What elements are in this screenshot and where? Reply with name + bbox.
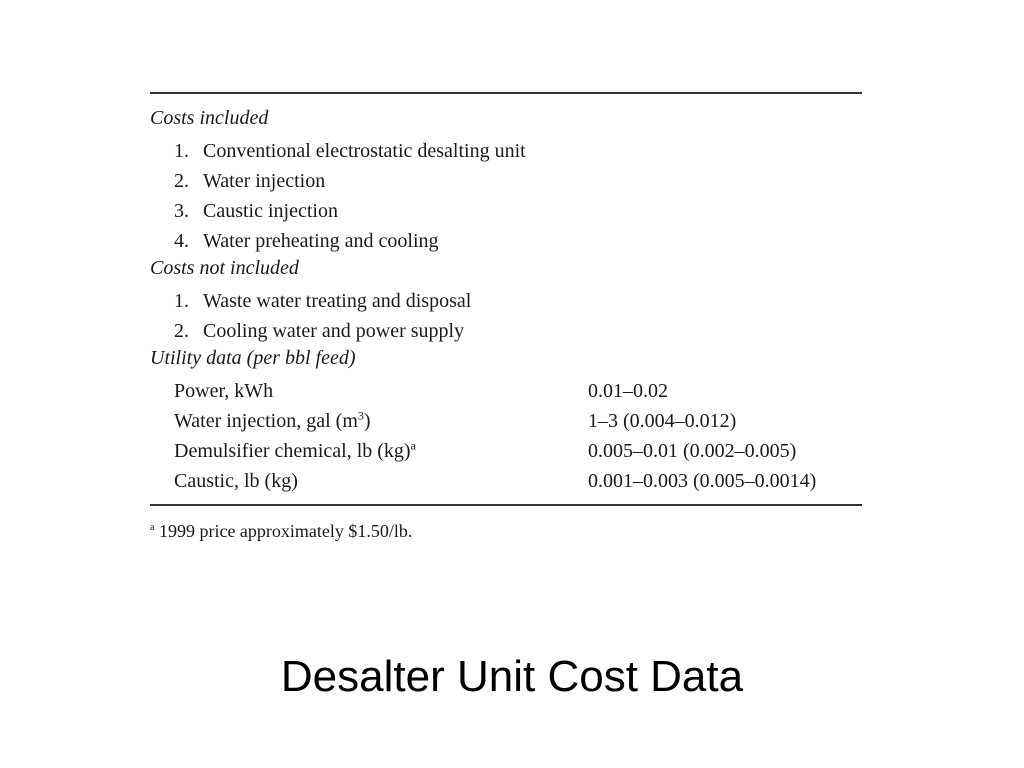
list-item-number: 3.: [174, 200, 189, 222]
list-item-text: Conventional electrostatic desalting unit: [203, 140, 526, 162]
list-item-number: 2.: [174, 170, 189, 192]
utility-label: Water injection, gal $(m^3)$: [174, 408, 371, 432]
list-item-number: 4.: [174, 230, 189, 252]
list-item: [150, 136, 603, 166]
list-item-number: 2.: [174, 320, 189, 342]
table-row: [150, 406, 862, 436]
list-item: [150, 226, 603, 256]
utility-label: Caustic, lb (kg): [174, 470, 298, 492]
utility-value: 0.001–0.003 (0.005–0.0014): [588, 470, 817, 492]
list-item: [150, 166, 603, 196]
list-item-text: Water injection: [203, 170, 326, 192]
section-heading-costs-included: Costs included: [150, 107, 269, 129]
footnote-text: 1999 price approximately $1.50/lb.: [154, 521, 413, 541]
table-footnote: [150, 516, 862, 546]
list-item: [150, 196, 603, 226]
table-row: [150, 376, 862, 406]
utility-value: 1–3 (0.004–0.012): [588, 410, 737, 432]
table-row: [150, 466, 862, 496]
slide-title: Desalter Unit Cost Data: [280, 652, 744, 701]
section-heading-costs-not-included: Costs not included: [150, 257, 299, 279]
list-item: [150, 286, 603, 316]
utility-value: 0.01–0.02: [588, 380, 668, 402]
footnote-marker: a: [150, 522, 155, 533]
list-item: [150, 316, 603, 346]
table-bottom-rule: [150, 504, 862, 506]
table-row: [150, 436, 862, 466]
list-item-number: 1.: [174, 140, 189, 162]
list-item-text: Water preheating and cooling: [203, 230, 439, 252]
utility-label: Demulsifier chemical, lb (kg)$^a$: [174, 438, 416, 462]
cost-table: [150, 92, 862, 546]
list-item-text: Cooling water and power supply: [203, 320, 465, 342]
table-top-rule: [150, 92, 862, 94]
list-item-number: 1.: [174, 290, 189, 312]
section-heading-utility-data: Utility data (per bbl feed): [150, 347, 356, 369]
utility-value: 0.005–0.01 (0.002–0.005): [588, 440, 797, 462]
list-item-text: Caustic injection: [203, 200, 338, 222]
utility-label: Power, kWh: [174, 380, 274, 402]
list-item-text: Waste water treating and disposal: [203, 290, 472, 312]
